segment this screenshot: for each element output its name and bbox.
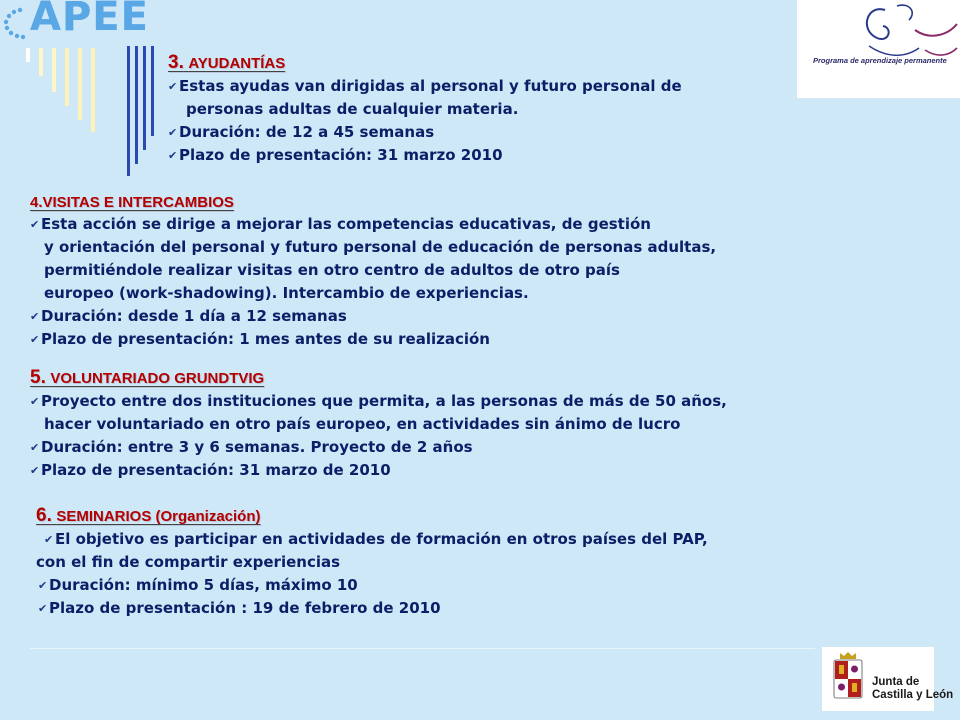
apee-logo-text: APEE: [30, 0, 149, 40]
check-icon: ✔: [44, 533, 54, 546]
section-title: [36, 505, 708, 527]
jcl-logo-text: Junta de Castilla y León: [872, 676, 954, 701]
continuation-line: europeo (work-shadowing). Intercambio de experiencias.: [44, 284, 529, 302]
coat-of-arms-icon: [826, 650, 870, 708]
check-icon: ✔: [30, 395, 40, 408]
check-icon: ✔: [168, 149, 178, 162]
section-number: 5.: [30, 367, 46, 388]
bullet-item: ✔ Duración: desde 1 día a 12 semanas: [30, 305, 716, 328]
section-heading: AYUDANTÍAS: [188, 55, 286, 72]
bullet-item: ✔ Duración: mínimo 5 días, máximo 10: [36, 574, 708, 597]
section-number: 6.: [36, 505, 52, 526]
pap-logo-text: Programa de aprendizaje permanente: [813, 56, 947, 65]
continuation-line: y orientación del personal y futuro personal de educación de personas adultas,: [44, 238, 717, 256]
bullet-item: ✔ Plazo de presentación: 1 mes antes de su realización: [30, 328, 716, 351]
section-title: [168, 52, 682, 74]
jcl-logo: [822, 647, 954, 711]
check-icon: ✔: [30, 464, 40, 477]
pap-logo-graphic: [797, 0, 960, 98]
continuation-line: personas adultas de cualquier materia.: [186, 100, 519, 118]
decorative-bars: [0, 0, 160, 180]
section-visitas: [30, 194, 716, 351]
bullet-item: ✔ Proyecto entre dos instituciones que permita, a las personas de más de 50 años,: [30, 390, 727, 413]
check-icon: ✔: [30, 310, 40, 323]
bullet-item: ✔ El objetivo es participar en actividades de formación en otros países del PAP,: [36, 528, 708, 551]
check-icon: ✔: [30, 218, 40, 231]
section-heading: SEMINARIOS (Organización): [56, 508, 261, 525]
bullet-item: ✔ Plazo de presentación: 31 marzo de 2010: [30, 459, 727, 482]
bullet-item: ✔ Estas ayudas van dirigidas al personal y futuro personal de: [168, 75, 682, 98]
bullet-item: ✔ Plazo de presentación : 19 de febrero de 2010: [36, 597, 708, 620]
check-icon: ✔: [38, 602, 48, 615]
check-icon: ✔: [168, 126, 178, 139]
section-title: [30, 194, 716, 212]
pap-logo: [797, 0, 960, 98]
section-seminarios: [36, 505, 708, 620]
section-number: 3.: [168, 52, 184, 73]
section-ayudantias: [168, 52, 682, 167]
continuation-line: con el fin de compartir experiencias: [36, 553, 341, 571]
section-heading: VOLUNTARIADO GRUNDTVIG: [50, 370, 265, 387]
bullet-item: ✔ Duración: de 12 a 45 semanas: [168, 121, 682, 144]
footer-divider: [30, 648, 815, 649]
continuation-line: permitiéndole realizar visitas en otro centro de adultos de otro país: [44, 261, 620, 279]
check-icon: ✔: [30, 441, 40, 454]
continuation-line: hacer voluntariado en otro país europeo, en actividades sin ánimo de lucro: [44, 415, 681, 433]
check-icon: ✔: [30, 333, 40, 346]
bullet-item: ✔ Plazo de presentación: 31 marzo 2010: [168, 144, 682, 167]
check-icon: ✔: [168, 80, 178, 93]
check-icon: ✔: [38, 579, 48, 592]
bullet-item: ✔ Esta acción se dirige a mejorar las competencias educativas, de gestión: [30, 213, 716, 236]
section-voluntariado: [30, 367, 727, 482]
section-title: [30, 367, 727, 389]
section-heading: 4.VISITAS E INTERCAMBIOS: [30, 194, 234, 211]
bullet-item: ✔ Duración: entre 3 y 6 semanas. Proyecto de 2 años: [30, 436, 727, 459]
